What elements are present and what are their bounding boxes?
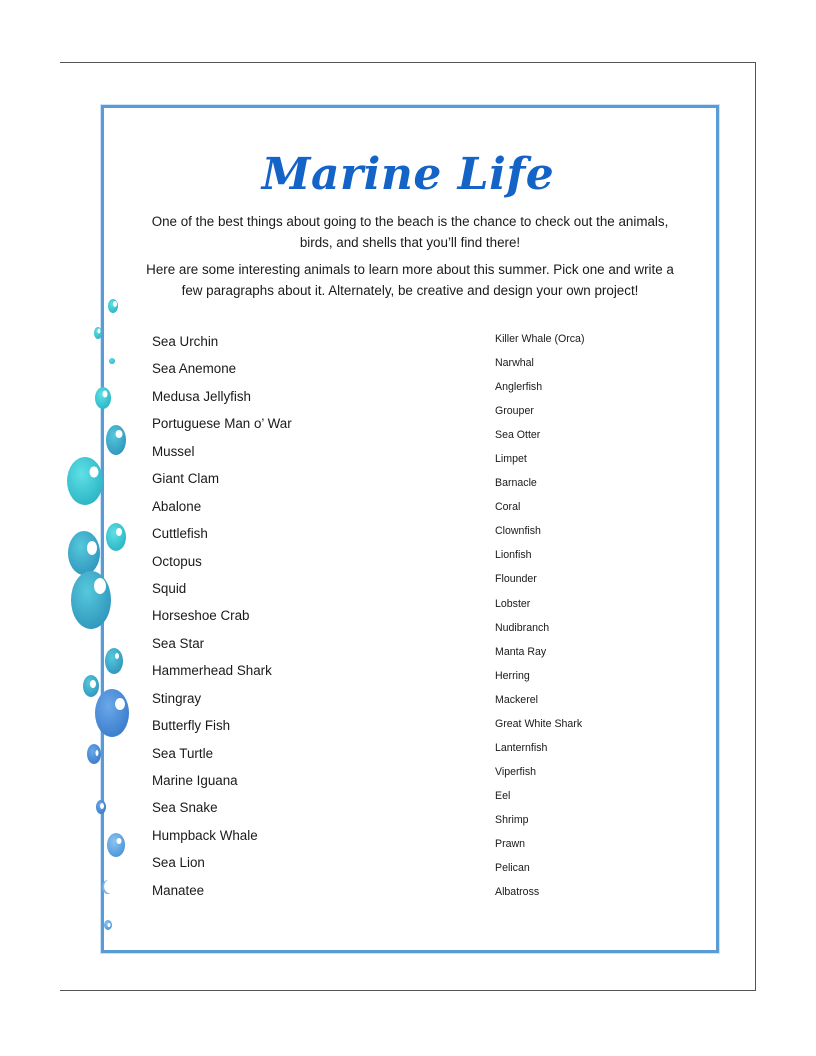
- list-item: Sea Anemone: [152, 361, 237, 377]
- list-item: Pelican: [495, 862, 530, 875]
- list-item: Sea Turtle: [152, 745, 214, 761]
- list-item: Killer Whale (Orca): [495, 333, 585, 345]
- list-item: Coral: [495, 501, 521, 514]
- list-item: Sea Urchin: [152, 334, 219, 349]
- list-item: Albatross: [495, 886, 540, 899]
- list-item: Clownfish: [495, 525, 541, 538]
- list-item: Sea Lion: [152, 855, 205, 871]
- list-item: Limpet: [495, 453, 527, 466]
- list-item: Manatee: [152, 882, 205, 898]
- page-title: Marine Life: [261, 149, 555, 200]
- list-item: Portuguese Man o’ War: [152, 416, 292, 432]
- list-item: Herring: [495, 669, 530, 682]
- list-item: Mackerel: [495, 693, 538, 706]
- list-item: Medusa Jellyfish: [152, 388, 251, 404]
- list-item: Shrimp: [495, 813, 529, 826]
- list-item: Abalone: [152, 498, 202, 514]
- list-item: Sea Snake: [152, 800, 218, 816]
- list-item: Viperfish: [495, 765, 537, 778]
- list-item: Marine Iguana: [152, 773, 238, 788]
- list-item: Manta Ray: [495, 645, 547, 658]
- list-item: Squid: [152, 580, 187, 596]
- list-item: Mussel: [152, 443, 195, 459]
- list-item: Horseshoe Crab: [152, 608, 250, 624]
- list-item: Cuttlefish: [152, 526, 208, 542]
- list-item: Lionfish: [495, 549, 532, 562]
- list-item: Sea Star: [152, 635, 205, 651]
- list-item: Octopus: [152, 553, 202, 569]
- list-item: Grouper: [495, 405, 534, 418]
- list-item: Humpback Whale: [152, 827, 258, 843]
- list-item: Stingray: [152, 690, 202, 706]
- list-item: Prawn: [495, 837, 526, 850]
- list-item: Eel: [495, 789, 511, 802]
- list-item: Sea Otter: [495, 429, 541, 442]
- list-item: Flounder: [495, 573, 537, 586]
- list-item: Butterfly Fish: [152, 718, 231, 734]
- list-item: Lanternfish: [495, 741, 548, 754]
- intro-paragraph-1: One of the best things about going to the beach is the chance to check out the animals, birds, and shells that you’ll find there!: [151, 214, 669, 250]
- animal-list-left: [152, 332, 292, 908]
- list-item: Anglerfish: [495, 381, 543, 394]
- list-item: Barnacle: [495, 477, 537, 490]
- list-item: Narwhal: [495, 357, 534, 370]
- list-item: Great White Shark: [495, 717, 583, 730]
- list-item: Nudibranch: [495, 621, 550, 634]
- list-item: Giant Clam: [152, 471, 219, 487]
- intro-paragraph-2: Here are some interesting animals to learn more about this summer. Pick one and write a few paragraphs about it. Alternately, be creative and design your own project!: [146, 262, 674, 298]
- list-item: Hammerhead Shark: [152, 663, 272, 679]
- list-item: Lobster: [495, 597, 531, 610]
- animal-list-right: [495, 331, 584, 908]
